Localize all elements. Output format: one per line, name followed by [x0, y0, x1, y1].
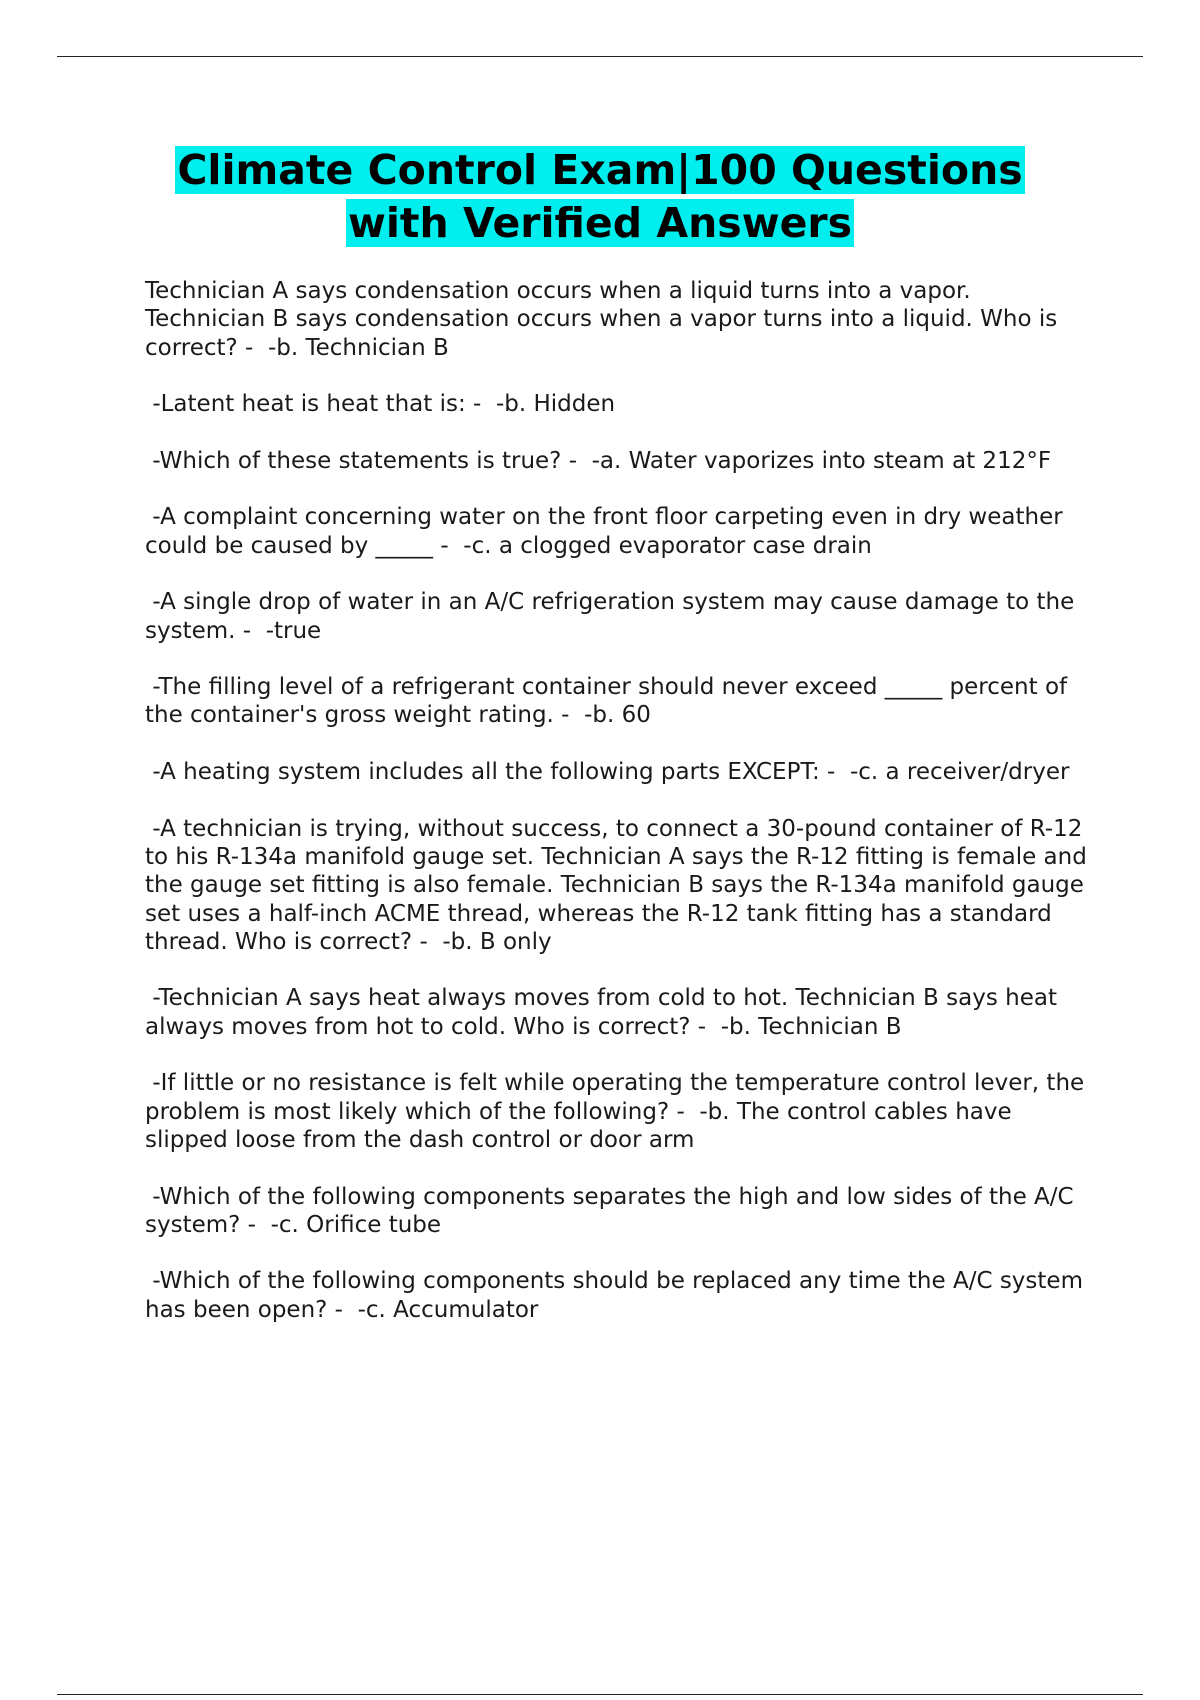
qa-item-8: -A technician is trying, without success, to connect a 30-pound container of R-12 to his R-134a manifold gauge set. Technician A says the R-12 fitting is female and the gauge set fitting is also female. Technician B says the R-134a manifold gauge set uses a half-inch ACME thread, whereas the R-12 tank fitting has a standard thread. Who is correct? - -b. B only — [145, 815, 1095, 955]
qa-item-5: -A single drop of water in an A/C refrigeration system may cause damage to the system. - -true — [145, 589, 1082, 644]
question-answer-list — [145, 277, 1095, 1352]
bottom-divider — [57, 1694, 1143, 1695]
qa-item-1: Technician A says condensation occurs when a liquid turns into a vapor. Technician B says condensation occurs when a vapor turns into a liquid. Who is correct? - -b. Technician B — [145, 278, 1065, 361]
title-line-2 — [0, 197, 1200, 250]
title-line-1 — [0, 144, 1200, 197]
top-divider — [57, 56, 1143, 57]
title-highlight-2: with Verified Answers — [347, 199, 852, 247]
qa-item-11: -Which of the following components separates the high and low sides of the A/C system? - -c. Orifice tube — [145, 1183, 1081, 1238]
qa-item-12: -Which of the following components should be replaced any time the A/C system has been open? - -c. Accumulator — [145, 1268, 1091, 1323]
title-highlight-1: Climate Control Exam|100 Questions — [177, 146, 1023, 194]
qa-item-6: -The filling level of a refrigerant container should never exceed _____ percent of the container's gross weight rating. - -b. 60 — [145, 674, 1075, 729]
qa-item-7: -A heating system includes all the following parts EXCEPT: - -c. a receiver/dryer — [145, 759, 1070, 786]
qa-item-3: -Which of these statements is true? - -a. Water vaporizes into steam at 212°F — [145, 447, 1052, 474]
qa-item-2: -Latent heat is heat that is: - -b. Hidden — [145, 391, 616, 418]
qa-item-4: -A complaint concerning water on the front floor carpeting even in dry weather could be caused by _____ - -c. a clogged evaporator case drain — [145, 504, 1071, 559]
qa-item-9: -Technician A says heat always moves from cold to hot. Technician B says heat always moves from hot to cold. Who is correct? - -b. Technician B — [145, 985, 1065, 1040]
document-title — [0, 144, 1200, 250]
qa-item-10: -If little or no resistance is felt while operating the temperature control lever, the problem is most likely which of the following? - -b. The control cables have slipped loose from the dash control or door arm — [145, 1070, 1092, 1153]
